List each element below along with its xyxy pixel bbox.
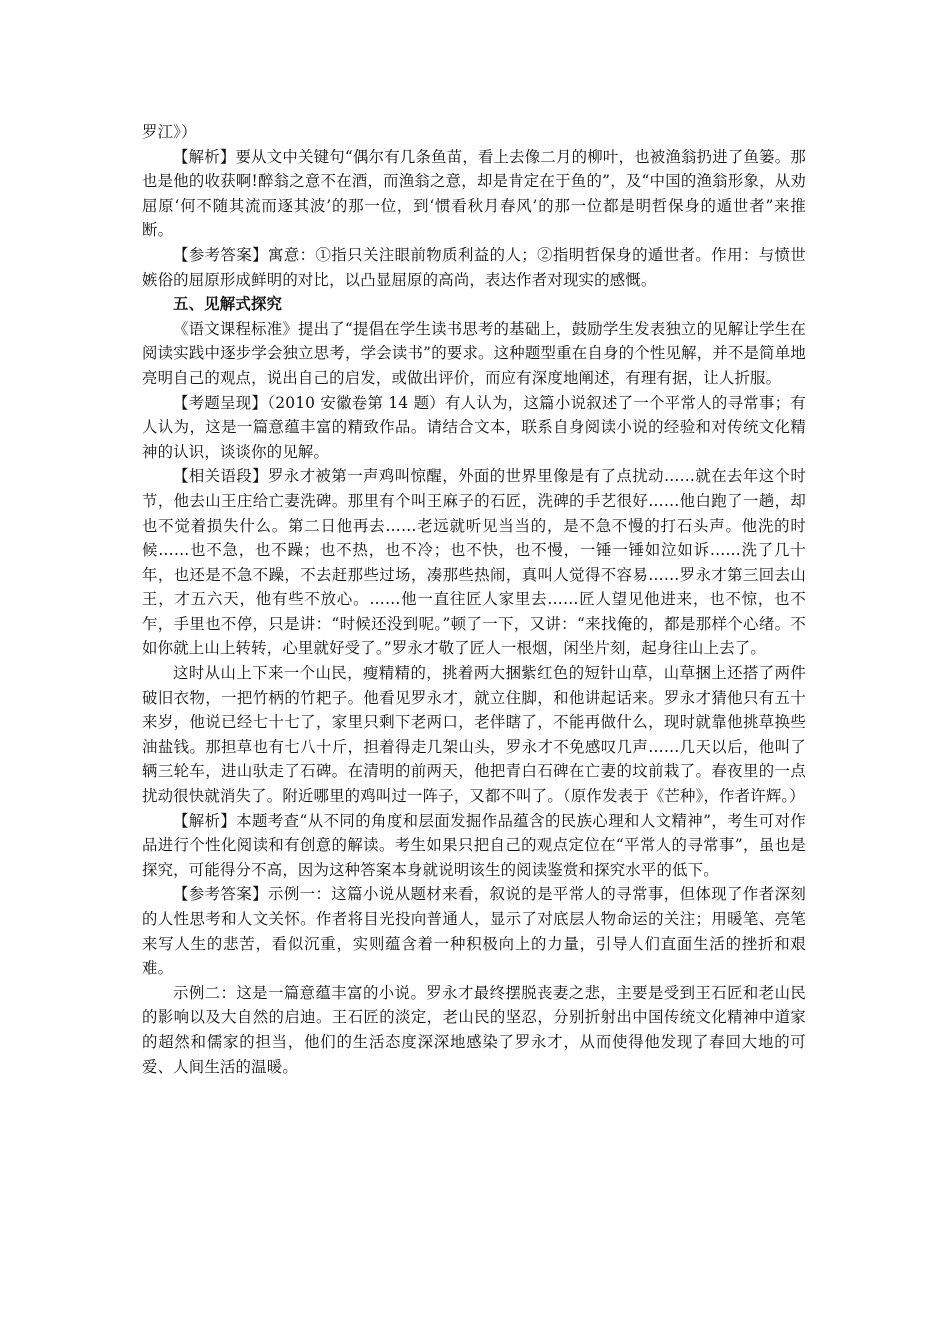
paragraph-analysis-1: 【解析】要从文中关键句“偶尔有几条鱼苗，看上去像二月的柳叶，也被渔翁扔进了鱼篓。那也是他的收获啊!醉翁之意不在酒，而渔翁之意，却是肯定在于鱼的”，及“中国的渔翁形象，从劝屈原‘何不随其流而逐其波’的那一位，到‘惯看秋月春风’的那一位都是明哲保身的遁世者”来推断。 (142, 147, 806, 240)
paragraph-passage-2: 这时从山上下来一个山民，瘦精精的，挑着两大捆紫红色的短针山草，山草捆上还搭了两件破旧衣物，一把竹柄的竹耙子。他看见罗永才，就立住脚，和他讲起话来。罗永才猜他只有五十来岁，他说已经七十七了，家里只剩下老两口，老伴瞎了，不能再做什么，现时就靠他挑草换些油盐钱。那担草也有七八十斤，担着得走几架山头，罗永才不免感叹几声……几天以后，他叫了辆三轮车，进山驮走了石碑。在清明的前两天，他把青白石碑在亡妻的坟前栽了。春夜里的一点扰动很快就消失了。附近哪里的鸡叫过一阵子，又都不叫了。（原作发表于《芒种》，作者许辉。） (142, 664, 806, 806)
paragraph-answer-1: 【参考答案】寓意：①指只关注眼前物质利益的人；②指明哲保身的遁世者。作用：与愤世嫉俗的屈原形成鲜明的对比，以凸显屈原的高尚，表达作者对现实的感慨。 (142, 245, 806, 289)
paragraph-example-2: 示例二：这是一篇意蕴丰富的小说。罗永才最终摆脱丧妻之悲，主要是受到王石匠和老山民的影响以及大自然的启迪。王石匠的淡定，老山民的坚忍，分别折射出中国传统文化精神中道家的超然和儒家的担当，他们的生活态度深深地感染了罗永才，从而使得他发现了春回大地的可爱、人间生活的温暖。 (142, 983, 806, 1076)
paragraph-intro: 《语文课程标准》提出了“提倡在学生读书思考的基础上，鼓励学生发表独立的见解让学生在阅读实践中逐步学会独立思考，学会读书”的要求。这种题型重在自身的个性见解，并不是简单地亮明自己的观点，说出自己的启发，或做出评价，而应有深度地阐述，有理有据，让人折服。 (142, 319, 806, 387)
paragraph-question: 【考题呈现】（2010 安徽卷第 14 题）有人认为，这篇小说叙述了一个平常人的寻常事；有人认为，这是一篇意蕴丰富的精致作品。请结合文本，联系自身阅读小说的经验和对传统文化精神的认识，谈谈你的见解。 (142, 393, 806, 461)
section-heading: 五、见解式探究 (173, 295, 283, 314)
paragraph-continuation: 罗江》） (142, 123, 197, 141)
document-page (142, 120, 806, 1079)
paragraph-passage-1: 【相关语段】罗永才被第一声鸡叫惊醒，外面的世界里像是有了点扰动……就在去年这个时节，他去山王庄给亡妻洗碑。那里有个叫王麻子的石匠，洗碑的手艺很好……他白跑了一趟，却也不觉着损失什么。第二日他再去……老远就听见当当的，是不急不慢的打石头声。他洗的时候……也不急，也不躁；也不热，也不冷；也不快，也不慢，一锤一锤如泣如诉……洗了几十年，也还是不急不躁，不去赶那些过场，凑那些热闹，真叫人觉得不容易……罗永才第三回去山王，才五六天，他有些不放心。……他一直往匠人家里去……匠人望见他进来，也不惊，也不乍，手里也不停，只是讲：“时候还没到呢。”顿了一下，又讲：“来找俺的，都是那样个心绪。不如你就上山上转转，心里就好受了。”罗永才敬了匠人一根烟，闲坐片刻，起身往山上去了。 (142, 467, 806, 658)
paragraph-analysis-2: 【解析】本题考查“从不同的角度和层面发掘作品蕴含的民族心理和人文精神”，考生可对作品进行个性化阅读和有创意的解读。考生如果只把自己的观点定位在“平常人的寻常事”，虽也是探究，可能得分不高，因为这种答案本身就说明该生的阅读鉴赏和探究水平的低下。 (142, 811, 806, 879)
paragraph-answer-2: 【参考答案】示例一：这篇小说从题材来看，叙说的是平常人的寻常事，但体现了作者深刻的人性思考和人文关怀。作者将目光投向普通人，显示了对底层人物命运的关注；用暖笔、亮笔来写人生的悲苦，看似沉重，实则蕴含着一种积极向上的力量，引导人们直面生活的挫折和艰难。 (142, 885, 806, 978)
